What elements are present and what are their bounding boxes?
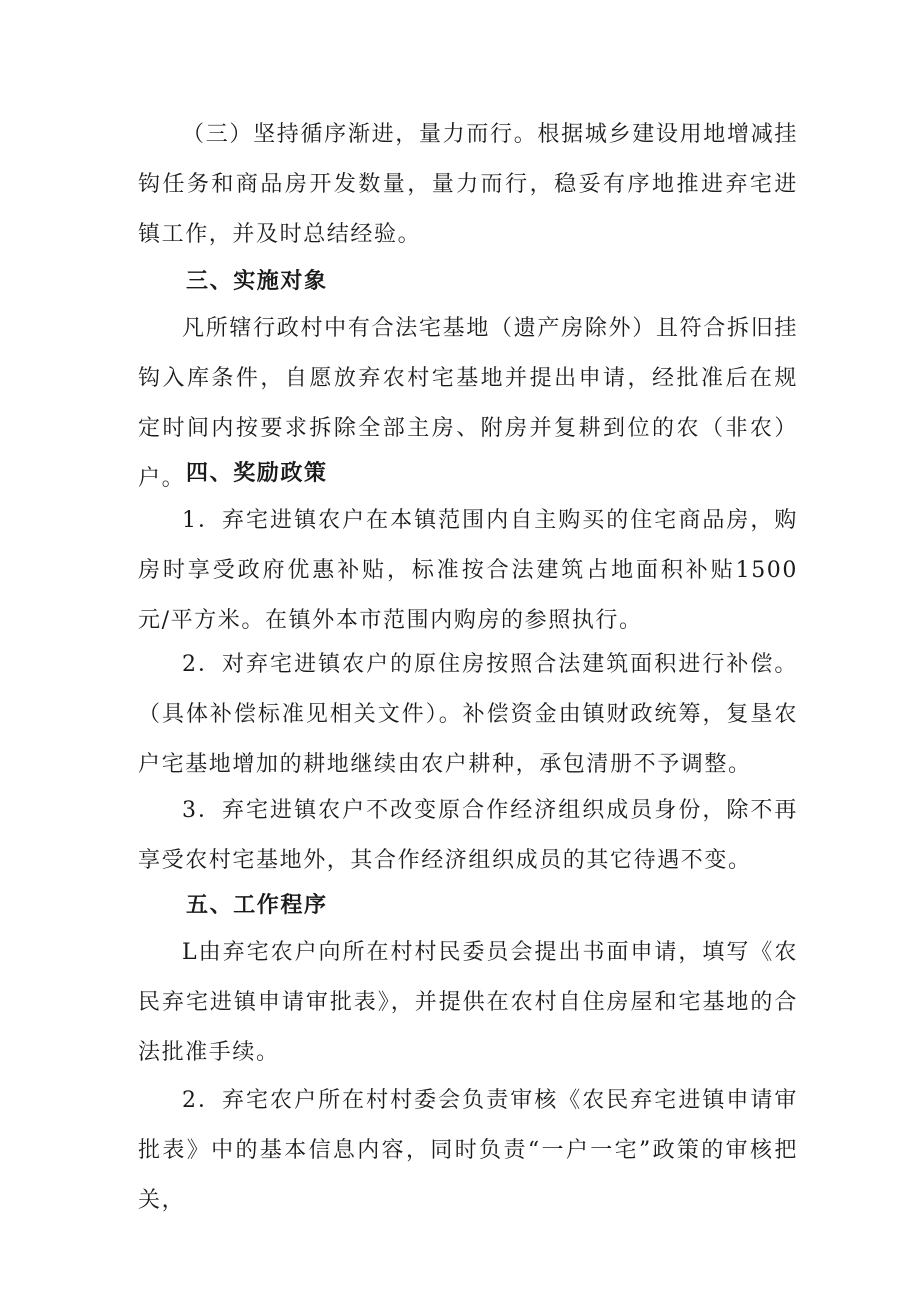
paragraph-targets: 凡所辖行政村中有合法宅基地（遗产房除外）且符合拆旧挂钩入库条件，自愿放弃农村宅基地并提出申请，经批准后在规定时间内按要求拆除全部主房、附房并复耕到位的农（非农）户。	[138, 316, 798, 491]
paragraph-principle-3: （三）坚持循序渐进，量力而行。根据城乡建设用地增减挂钩任务和商品房开发数量，量力而行，稳妥有序地推进弃宅进镇工作，并及时总结经验。	[138, 122, 798, 247]
section-heading-work-procedure: 五、工作程序	[186, 893, 328, 918]
paragraph-procedure-1: L由弃宅农户向所在村村民委员会提出书面申请，填写《农民弃宅进镇申请审批表》，并提供在农村自住房屋和宅基地的合法批准手续。	[138, 940, 798, 1065]
paragraph-policy-3: 3．弃宅进镇农户不改变原合作经济组织成员身份，除不再享受农村宅基地外，其合作经济组织成员的其它待遇不变。	[138, 798, 798, 873]
section-heading-implementation-targets: 三、实施对象	[186, 269, 328, 294]
paragraph-policy-2: 2．对弃宅进镇农户的原住房按照合法建筑面积进行补偿。（具体补偿标准见相关文件）。补偿资金由镇财政统筹，复垦农户宅基地增加的耕地继续由农户耕种，承包清册不予调整。	[138, 652, 798, 777]
paragraph-procedure-2: 2．弃宅农户所在村村委会负责审核《农民弃宅进镇申请审批表》中的基本信息内容，同时负责“一户一宅”政策的审核把关，	[138, 1088, 798, 1213]
section-heading-reward-policy: 四、奖励政策	[186, 461, 328, 486]
paragraph-policy-1: 1．弃宅进镇农户在本镇范围内自主购买的住宅商品房，购房时享受政府优惠补贴，标准按合法建筑占地面积补贴1500元/平方米。在镇外本市范围内购房的参照执行。	[138, 508, 798, 633]
